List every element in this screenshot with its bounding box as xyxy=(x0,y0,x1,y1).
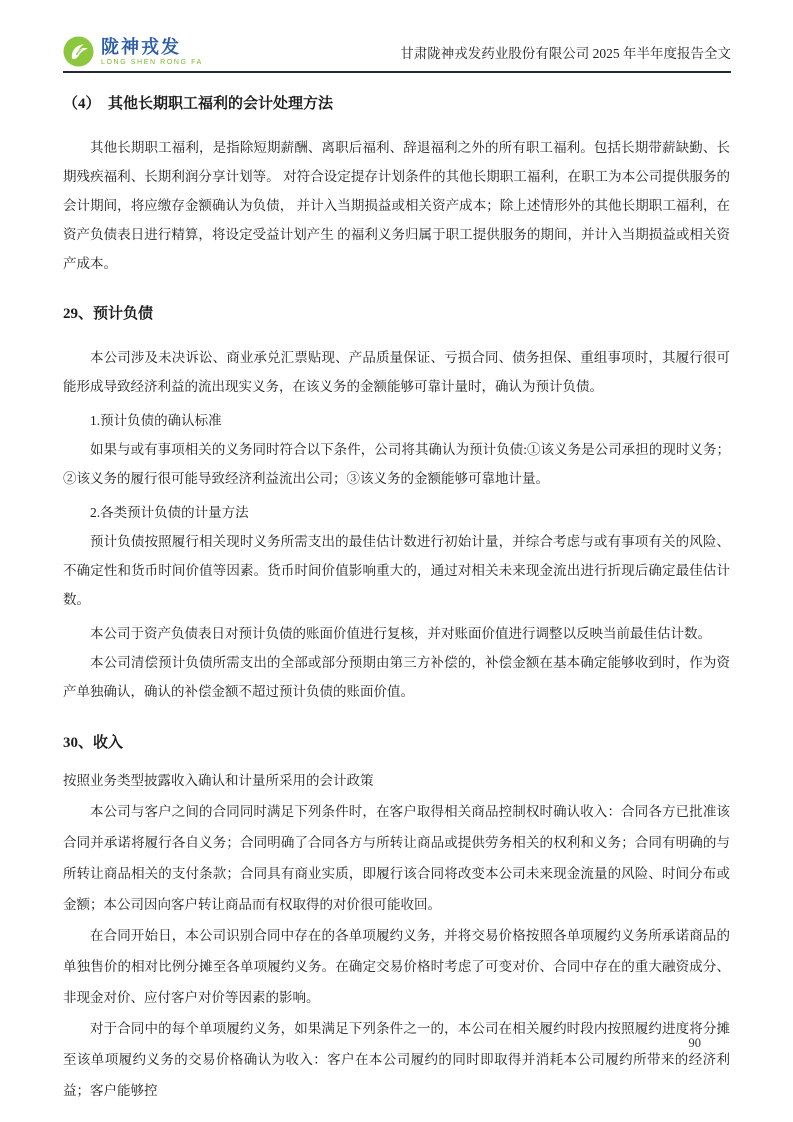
paragraph-30-policy-note: 按照业务类型披露收入确认和计量所采用的会计政策 xyxy=(63,773,374,788)
paragraph-30-performance-obligations: 在合同开始日，本公司识别合同中存在的各单项履约义务，并将交易价格按照各单项履约义务所承诺商品的单独售价的相对比例分摊至各单项履约义务。在确定交易价格时考虑了可变对价、合同中存在的重大融资成分、非现金对价、应付客户对价等因素的影响。 xyxy=(63,928,730,1005)
heading-30-revenue: 30、收入 xyxy=(63,735,124,751)
paragraph-29-review: 本公司于资产负债表日对预计负债的账面价值进行复核，并对账面价值进行调整以反映当前最佳估计数。 xyxy=(90,626,711,641)
section-revenue xyxy=(63,733,730,1106)
page-header xyxy=(63,36,731,73)
paragraph-29-measurement-detail: 预计负债按照履行相关现时义务所需支出的最佳估计数进行初始计量，并综合考虑与或有事项有关的风险、不确定性和货币时间价值等因素。货币时间价值影响重大的，通过对相关未来现金流出进行折现后确定最佳估计数。 xyxy=(63,534,730,607)
logo-text-en: LONG SHEN RONG FA xyxy=(101,58,203,66)
company-logo xyxy=(63,36,203,67)
document-body xyxy=(63,88,730,1106)
paragraph-30-contract-conditions: 本公司与客户之间的合同同时满足下列条件时，在客户取得相关商品控制权时确认收入：合同各方已批准该合同并承诺将履行各自义务；合同明确了合同各方与所转让商品或提供劳务相关的权利和义务；合同有明确的与所转让商品相关的支付条款；合同具有商业实质，即履行该合同将改变本公司未来现金流量的风险、时间分布或金额；本公司因向客户转让商品而有权取得的对价很可能收回。 xyxy=(63,804,730,912)
heading-other-longterm-employee-benefits: （4） 其他长期职工福利的会计处理方法 xyxy=(63,96,334,112)
paragraph-29-third-party-compensation: 本公司清偿预计负债所需支出的全部或部分预期由第三方补偿的，补偿金额在基本确定能够收到时，作为资产单独确认，确认的补偿金额不超过预计负债的账面价值。 xyxy=(63,655,730,699)
paragraph-29-criteria-detail: 如果与或有事项相关的义务同时符合以下条件，公司将其确认为预计负债:①该义务是公司承担的现时义务；②该义务的履行很可能导致经济利益流出公司；③该义务的金额能够可靠地计量。 xyxy=(63,442,730,486)
subheading-29-1-recognition-criteria: 1.预计负债的确认标准 xyxy=(90,413,222,428)
subheading-29-2-measurement-methods: 2.各类预计负债的计量方法 xyxy=(90,505,249,520)
paragraph-29-recognition: 本公司涉及未决诉讼、商业承兑汇票贴现、产品质量保证、亏损合同、债务担保、重组事项时，其履行很可能形成导致经济利益的流出现实义务，在该义务的金额能够可靠计量时，确认为预计负债。 xyxy=(63,350,730,394)
page-number: 90 xyxy=(688,1036,701,1050)
logo-icon xyxy=(63,36,94,67)
report-title: 甘肃陇神戎发药业股份有限公司 2025 年半年度报告全文 xyxy=(400,46,731,61)
heading-29-estimated-liabilities: 29、预计负债 xyxy=(63,306,154,322)
paragraph-30-over-time-recognition: 对于合同中的每个单项履约义务，如果满足下列条件之一的，本公司在相关履约时段内按照履约进度将分摊至该单项履约义务的交易价格确认为收入：客户在本公司履约的同时即取得并消耗本公司履约所带来的经济利益；客户能够控 xyxy=(63,1021,730,1098)
logo-text-cn: 陇神戎发 xyxy=(101,36,181,57)
paragraph-other-longterm-benefits: 其他长期职工福利，是指除短期薪酬、离职后福利、辞退福利之外的所有职工福利。包括长期带薪缺勤、长期残疾福利、长期利润分享计划等。 对符合设定提存计划条件的其他长期职工福利，在职工为本公司提供服务的会计期间，将应缴存金额确认为负债， 并计入当期损益或相关资产成本；除上述情形外的其他长期职工福利，在资产负债表日进行精算，将设定受益计划产生 的福利义务归属于职工提供服务的期间，并计入当期损益或相关资产成本。 xyxy=(63,140,730,271)
logo-text xyxy=(101,38,203,66)
